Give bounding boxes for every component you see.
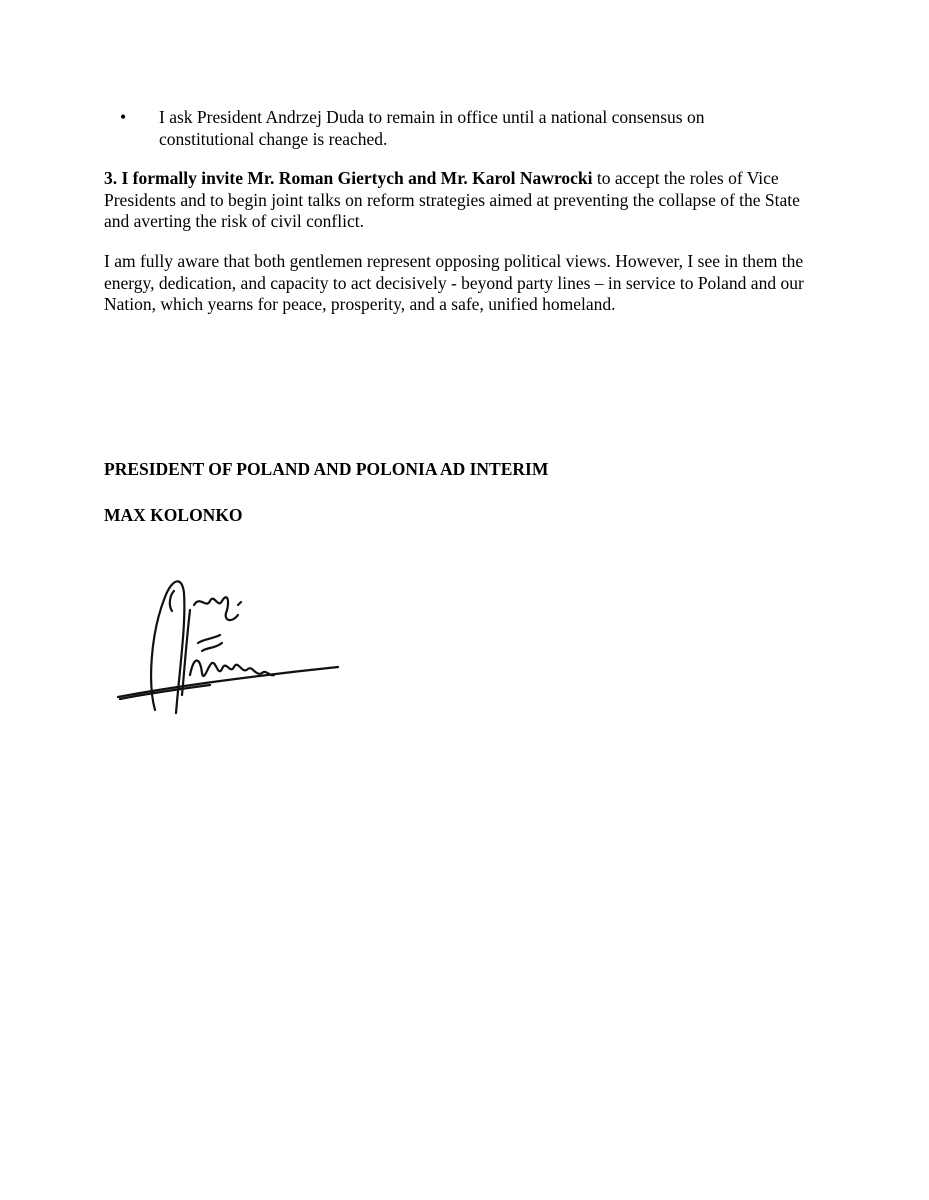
bullet-text: I ask President Andrzej Duda to remain in office until a national consensus on constitutional change is reached.: [159, 107, 705, 149]
signatory-name: MAX KOLONKO: [104, 505, 243, 525]
handwritten-signature: [110, 565, 350, 725]
bullet-marker: •: [120, 107, 127, 127]
point-3-bold-lead: 3. I formally invite Mr. Roman Giertych and Mr. Karol Nawrocki: [104, 168, 593, 188]
body-paragraph: I am fully aware that both gentlemen represent opposing political views. However, I see in them the energy, dedication, and capacity to act decisively - beyond party lines – in service to Poland and our Nation, which yearns for peace, prosperity, and a safe, unified homeland.: [104, 251, 804, 314]
point-3-rest: to accept the roles of Vice Presidents and to begin joint talks on reform strategies aimed at preventing the collapse of the State and averting the risk of civil conflict.: [104, 168, 800, 231]
signatory-title: PRESIDENT OF POLAND AND POLONIA AD INTERIM: [104, 459, 549, 479]
point-3-paragraph: [104, 168, 824, 233]
